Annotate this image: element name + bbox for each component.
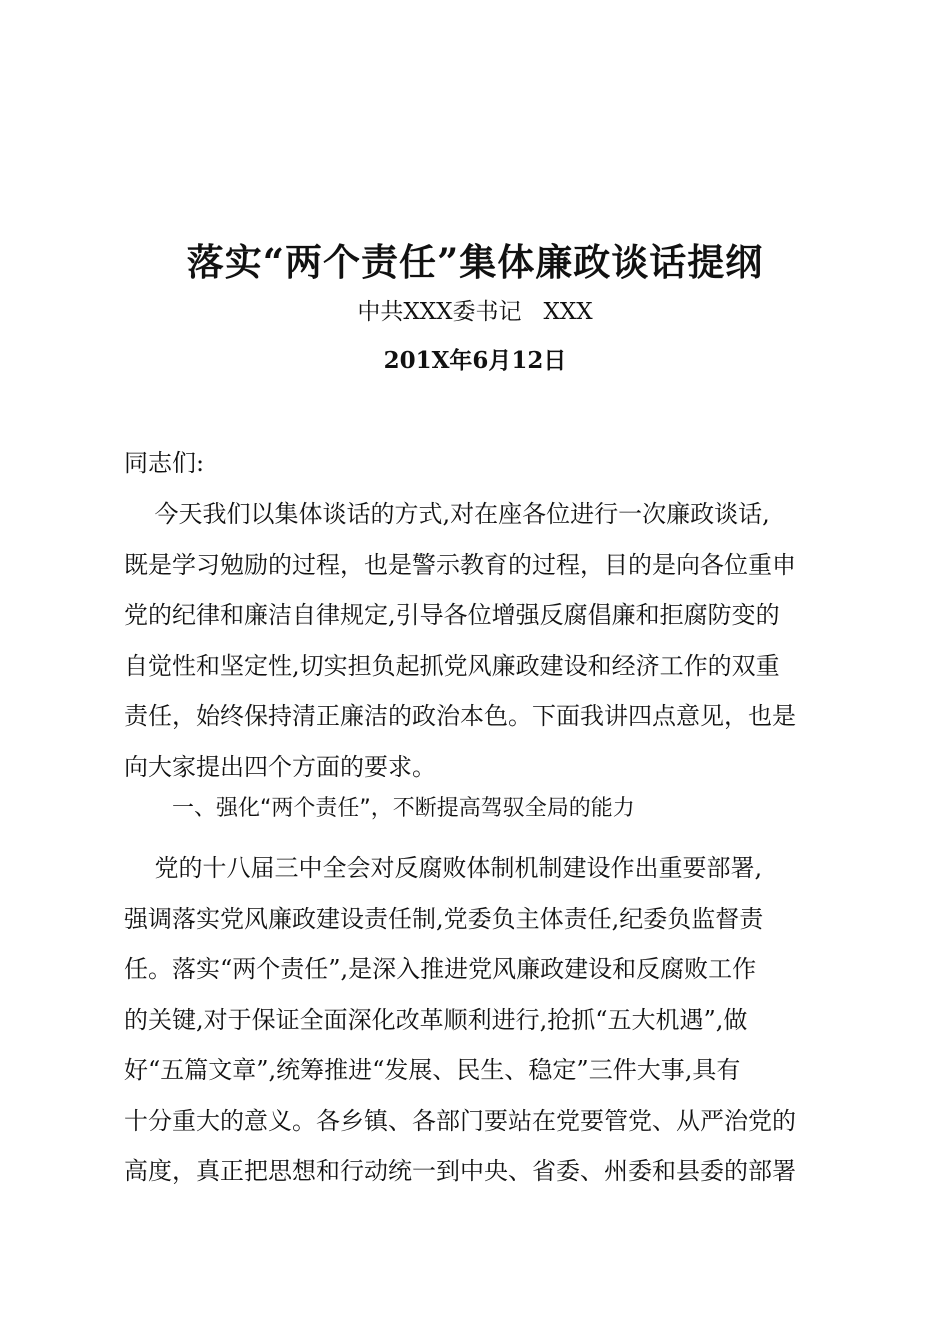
paragraph-line: 自觉性和坚定性,切实担负起抓党风廉政建设和经济工作的双重 — [124, 651, 780, 680]
paragraph-line: 今天我们以集体谈话的方式,对在座各位进行一次廉政谈话, — [124, 500, 770, 528]
section-heading: 一、强化“两个责任”，不断提高驾驭全局的能力 — [172, 796, 635, 821]
paragraph-line: 十分重大的意义。各乡镇、各部门要站在党要管党、从严治党的 — [124, 1106, 796, 1135]
paragraph-section1 — [124, 843, 836, 1197]
salutation: 同志们: — [124, 449, 205, 477]
paragraph-line: 好“五篇文章”,统筹推进“发展、民生、稳定”三件大事,具有 — [124, 1056, 741, 1084]
paragraph-intro — [124, 489, 836, 792]
paragraph-line: 既是学习勉励的过程，也是警示教育的过程，目的是向各位重申 — [124, 550, 796, 579]
paragraph-line: 任。落实“两个责任”,是深入推进党风廉政建设和反腐败工作 — [124, 955, 757, 983]
paragraph-line: 的关键,对于保证全面深化改革顺利进行,抢抓“五大机遇”,做 — [124, 1005, 748, 1034]
document-title: 落实“两个责任”集体廉政谈话提纲 — [186, 240, 764, 284]
paragraph-line: 强调落实党风廉政建设责任制,党委负主体责任,纪委负监督责 — [124, 904, 764, 933]
paragraph-line: 高度，真正把思想和行动统一到中央、省委、州委和县委的部署 — [124, 1157, 796, 1185]
document-author: 中共XXX委书记 XXX — [357, 299, 593, 325]
paragraph-line: 责任，始终保持清正廉洁的政治本色。下面我讲四点意见，也是 — [124, 702, 796, 730]
paragraph-line: 向大家提出四个方面的要求。 — [124, 752, 436, 781]
document-date: 201X年6月12日 — [383, 347, 567, 374]
paragraph-line: 党的纪律和廉洁自律规定,引导各位增强反腐倡廉和拒腐防变的 — [124, 601, 780, 629]
paragraph-line: 党的十八届三中全会对反腐败体制机制建设作出重要部署, — [124, 854, 763, 882]
